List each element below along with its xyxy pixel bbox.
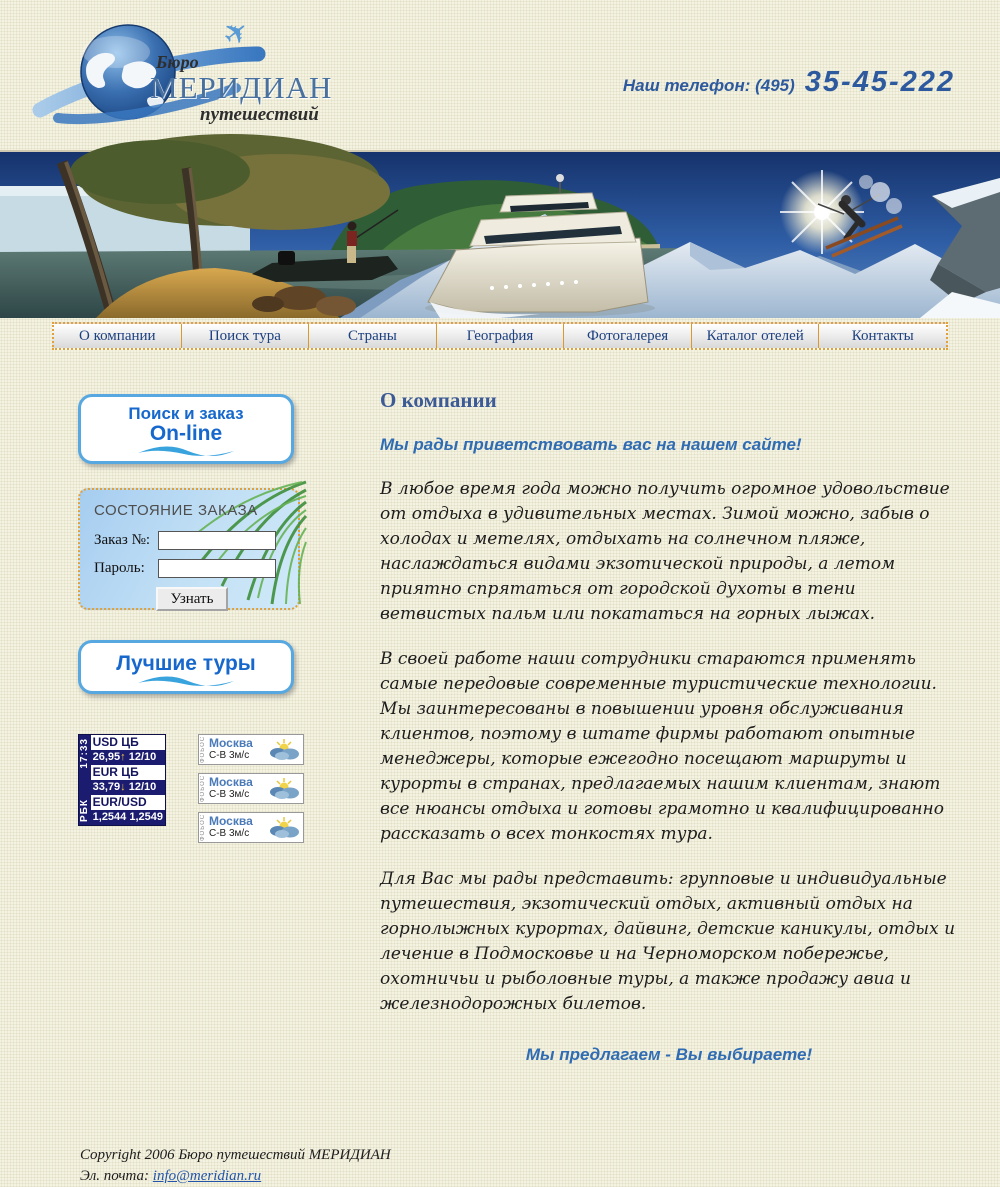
intro-line: Мы рады приветствовать вас на нашем сайте! (380, 435, 802, 454)
paragraph-staff: В своей работе наши сотрудники стараются применять самые передовые современные туристические технологии. Мы заинтересованы в повышении уровня обслуживания клиентов, поэтому в штате фирмы работают опытные менеджеры, которые ежегодно посещают маршруты и курорты в странах, предлагаемых нашим клиентам, знают все нюансы отдыха и готовы грамотно и квалифицированно рассказать о всех тонкостях тура. (380, 649, 944, 844)
sun-clouds-icon (267, 738, 301, 762)
logo[interactable] (28, 11, 368, 134)
up-arrow-icon: ↑ (120, 751, 126, 763)
logo-text-buro: Бюро (156, 52, 199, 72)
phone-label: Наш телефон: (495) (622, 76, 795, 95)
currency-row-label: USD ЦБ (91, 735, 165, 750)
best-tours-label: Лучшие туры (116, 652, 256, 675)
header (0, 0, 1000, 150)
weather-widget[interactable] (198, 773, 304, 804)
fobos-provider-label: ФОБОС (200, 735, 206, 763)
informers-row (78, 734, 310, 843)
order-number-label: Заказ №: (94, 532, 151, 548)
main-area (0, 350, 1000, 1087)
search-order-online-button[interactable] (78, 394, 294, 464)
rbc-time: 17:33 (79, 738, 91, 769)
order-status-submit-button[interactable]: Узнать (156, 587, 228, 611)
order-status-title: СОСТОЯНИЕ ЗАКАЗА (94, 502, 258, 519)
sun-clouds-icon (267, 816, 301, 840)
logo-text-meridian: МЕРИДИАН (150, 70, 333, 105)
wave-icon (136, 675, 236, 689)
weather-wind: С-В 3м/с (209, 828, 250, 839)
content-area (380, 350, 958, 1087)
nav-item-hotel-catalog[interactable]: Каталог отелей (692, 324, 820, 348)
main-nav (52, 322, 948, 350)
currency-row-value (91, 750, 165, 765)
weather-widget[interactable] (198, 734, 304, 765)
currency-date: 12/10 (128, 751, 157, 763)
order-status-box (78, 488, 300, 610)
best-tours-button[interactable] (78, 640, 294, 694)
order-number-input[interactable] (158, 531, 276, 550)
closing-slogan: Мы предлагаем - Вы выбираете! (525, 1045, 813, 1064)
currency-row-value (91, 810, 165, 825)
currency-value: 33,79 (92, 781, 121, 793)
nav-item-tour-search[interactable]: Поиск тура (182, 324, 310, 348)
copyright-line: Copyright 2006 Бюро путешествий МЕРИДИАН (80, 1147, 391, 1163)
search-order-line1: Поиск и заказ (128, 404, 244, 423)
rbc-rows (91, 735, 165, 825)
sidebar (0, 350, 310, 1087)
weather-city: Москва (209, 775, 253, 789)
email-link[interactable]: info@meridian.ru (152, 1168, 262, 1184)
weather-wind: С-В 3м/с (209, 750, 250, 761)
fobos-provider-label: ФОБОС (200, 813, 206, 841)
weather-widgets (198, 734, 304, 843)
plane-icon: ✈ (215, 11, 258, 56)
hero-image (0, 150, 1000, 318)
logo-text-travel: путешествий (200, 104, 319, 125)
sun-clouds-icon (267, 777, 301, 801)
weather-wind: С-В 3м/с (209, 789, 250, 800)
hero-collage (0, 152, 1000, 318)
nav-item-geography[interactable]: География (437, 324, 565, 348)
order-password-input[interactable] (158, 559, 276, 578)
nav-item-photo-gallery[interactable]: Фотогалерея (564, 324, 692, 348)
down-arrow-icon: ↓ (120, 781, 126, 793)
wave-icon (136, 445, 236, 459)
nav-item-about[interactable]: О компании (54, 324, 182, 348)
footer (80, 1145, 1000, 1187)
phone-block (623, 66, 955, 99)
currency-value: 26,95 (92, 751, 121, 763)
nav-item-countries[interactable]: Страны (309, 324, 437, 348)
currency-value: 1,2544 1,2549 (92, 811, 163, 823)
currency-row-value (91, 780, 165, 795)
weather-city: Москва (209, 736, 253, 750)
fobos-provider-label: ФОБОС (200, 774, 206, 802)
nav-item-contacts[interactable]: Контакты (851, 327, 914, 344)
rbc-currency-widget[interactable] (78, 734, 166, 826)
phone-number: 35-45-222 (804, 66, 955, 98)
weather-widget[interactable] (198, 812, 304, 843)
search-order-line2: On-line (149, 422, 223, 445)
email-label: Эл. почта: (80, 1168, 150, 1184)
page-title: О компании (380, 388, 497, 412)
currency-date: 12/10 (128, 781, 157, 793)
order-password-label: Пароль: (94, 560, 145, 576)
paragraph-offers: Для Вас мы рады представить: групповые и индивидуальные путешествия, экзотический отдых, активный отдых на горнолыжных курортах, дайвинг, детские каникулы, отдых и лечение в Подмосковье и на Черноморском побережье, охотничьи и рыболовные туры, а также продажу авиа и железнодорожных билетов. (380, 869, 956, 1014)
weather-city: Москва (209, 814, 253, 828)
currency-row-label: EUR ЦБ (91, 765, 165, 780)
rbc-brand: РБК (79, 799, 91, 822)
currency-row-label: EUR/USD (91, 795, 165, 810)
paragraph-seasons: В любое время года можно получить огромное удовольствие от отдыха в удивительных местах. Зимой можно, забыв о холодах и метелях, отдыхать на солнечном пляже, наслаждаться видами экзотической природы, а летом приятно спрятаться от городской духоты в тени ветвистых пальм или покататься на горных лыжах. (380, 479, 950, 624)
rbc-strip (79, 735, 91, 825)
